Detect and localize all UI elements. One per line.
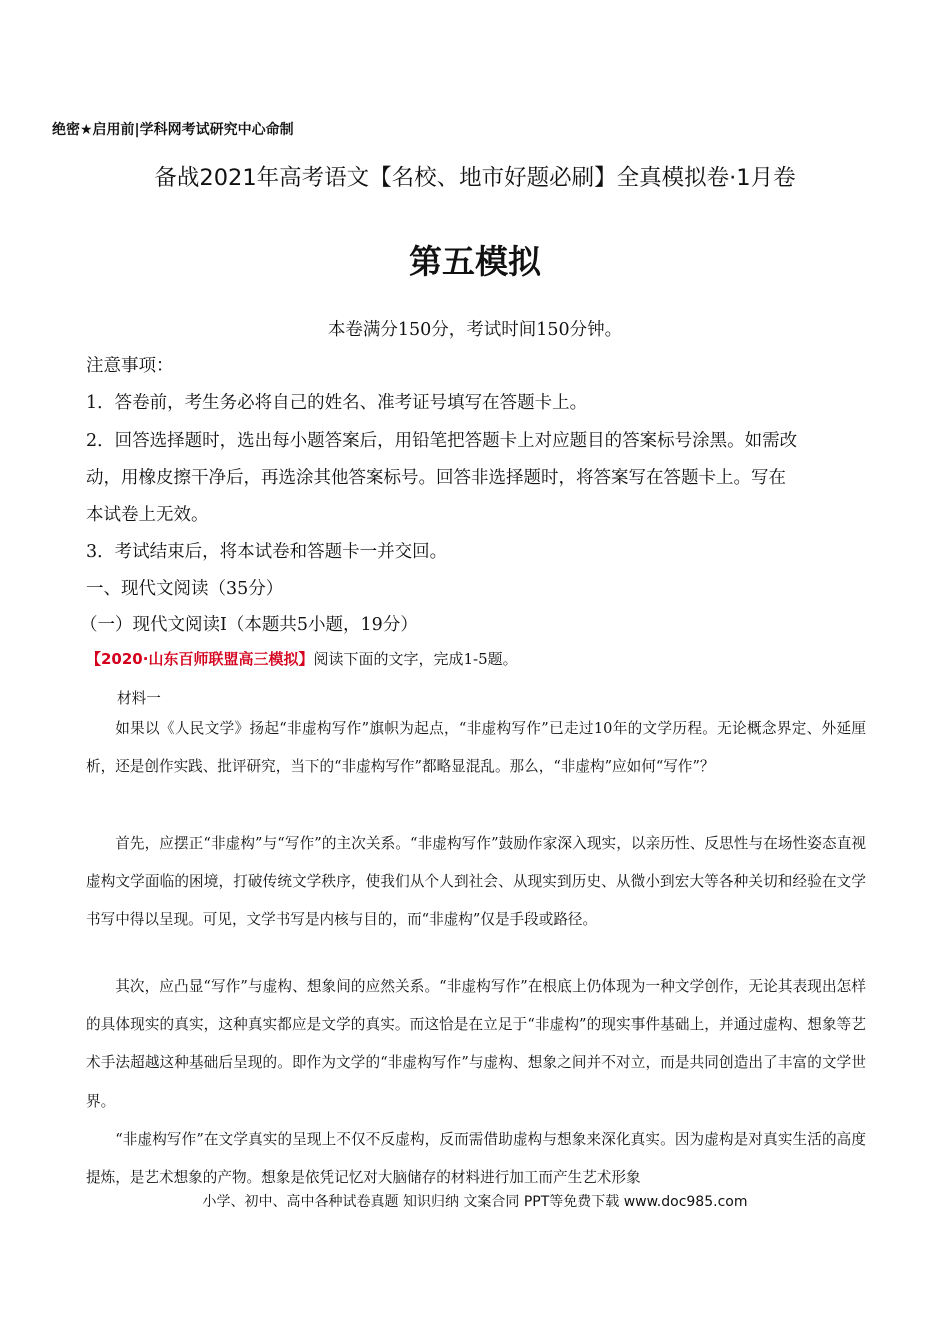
document-title: 备战2021年高考语文【名校、地市好题必刷】全真模拟卷·1月卷 — [154, 165, 796, 191]
mock-exam-title: 第五模拟 — [409, 242, 541, 281]
subsection-heading: （一）现代文阅读Ⅰ（本题共5小题，19分） — [80, 615, 418, 635]
note-item: 1．答卷前，考生务必将自己的姓名、准考证号填写在答题卡上。 — [86, 393, 588, 413]
note-item: 3．考试结束后，将本试卷和答题卡一并交回。 — [86, 542, 448, 562]
passage-paragraph: “非虚构写作”在文学真实的呈现上不仅不反虚构，反而需借助虚构与想象来深化真实。因为虚构是对真实生活的高度提炼，是艺术想象的产物。想象是依凭记忆对大脑储存的材料进行加工而产生艺术形象 — [86, 1131, 866, 1187]
material-label: 材料一 — [117, 690, 161, 707]
passage-paragraph: 如果以《人民文学》扬起“非虚构写作”旗帜为起点，“非虚构写作”已走过10年的文学历程。无论概念界定、外延厘析，还是创作实践、批评研究，当下的“非虚构写作”都略显混乱。那么，“非虚构”应如何“写作”？ — [86, 720, 866, 776]
source-tag: 【2020·山东百师联盟高三模拟】 — [86, 650, 314, 668]
note-item: 动，用橡皮擦干净后，再选涂其他答案标号。回答非选择题时，将答案写在答题卡上。写在 — [86, 468, 786, 488]
section-heading: 一、现代文阅读（35分） — [86, 579, 284, 599]
page-footer: 小学、初中、高中各种试卷真题 知识归纳 文案合同 PPT等免费下载 www.doc985.com — [0, 1191, 950, 1211]
notes-heading: 注意事项： — [86, 356, 174, 376]
note-item: 本试卷上无效。 — [86, 505, 209, 525]
instruction-text: 阅读下面的文字，完成1-5题。 — [313, 650, 518, 668]
passage-paragraph: 其次，应凸显“写作”与虚构、想象间的应然关系。“非虚构写作”在根底上仍体现为一种文学创作，无论其表现出怎样的具体现实的真实，这种真实都应是文学的真实。而这恰是在立足于“非虚构”的现实事件基础上，并通过虚构、想象等艺术手法超越这种基础后呈现的。即作为文学的“非虚构写作”与虚构、想象之间并不对立，而是共同创造出了丰富的文学世界。 — [86, 978, 866, 1110]
confidential-note: 绝密★启用前|学科网考试研究中心命制 — [52, 122, 294, 138]
passage-paragraph: 首先，应摆正“非虚构”与“写作”的主次关系。“非虚构写作”鼓励作家深入现实，以亲历性、反思性与在场性姿态直视虚构文学面临的困境，打破传统文学秩序，使我们从个人到社会、从现实到历史、从微小到宏大等各种关切和经验在文学书写中得以呈现。可见，文学书写是内核与目的，而“非虚构”仅是手段或路径。 — [86, 835, 866, 929]
note-item: 2．回答选择题时，选出每小题答案后，用铅笔把答题卡上对应题目的答案标号涂黑。如需改 — [86, 431, 798, 451]
exam-info: 本卷满分150分，考试时间150分钟。 — [327, 320, 623, 340]
question-source-line — [86, 648, 518, 669]
